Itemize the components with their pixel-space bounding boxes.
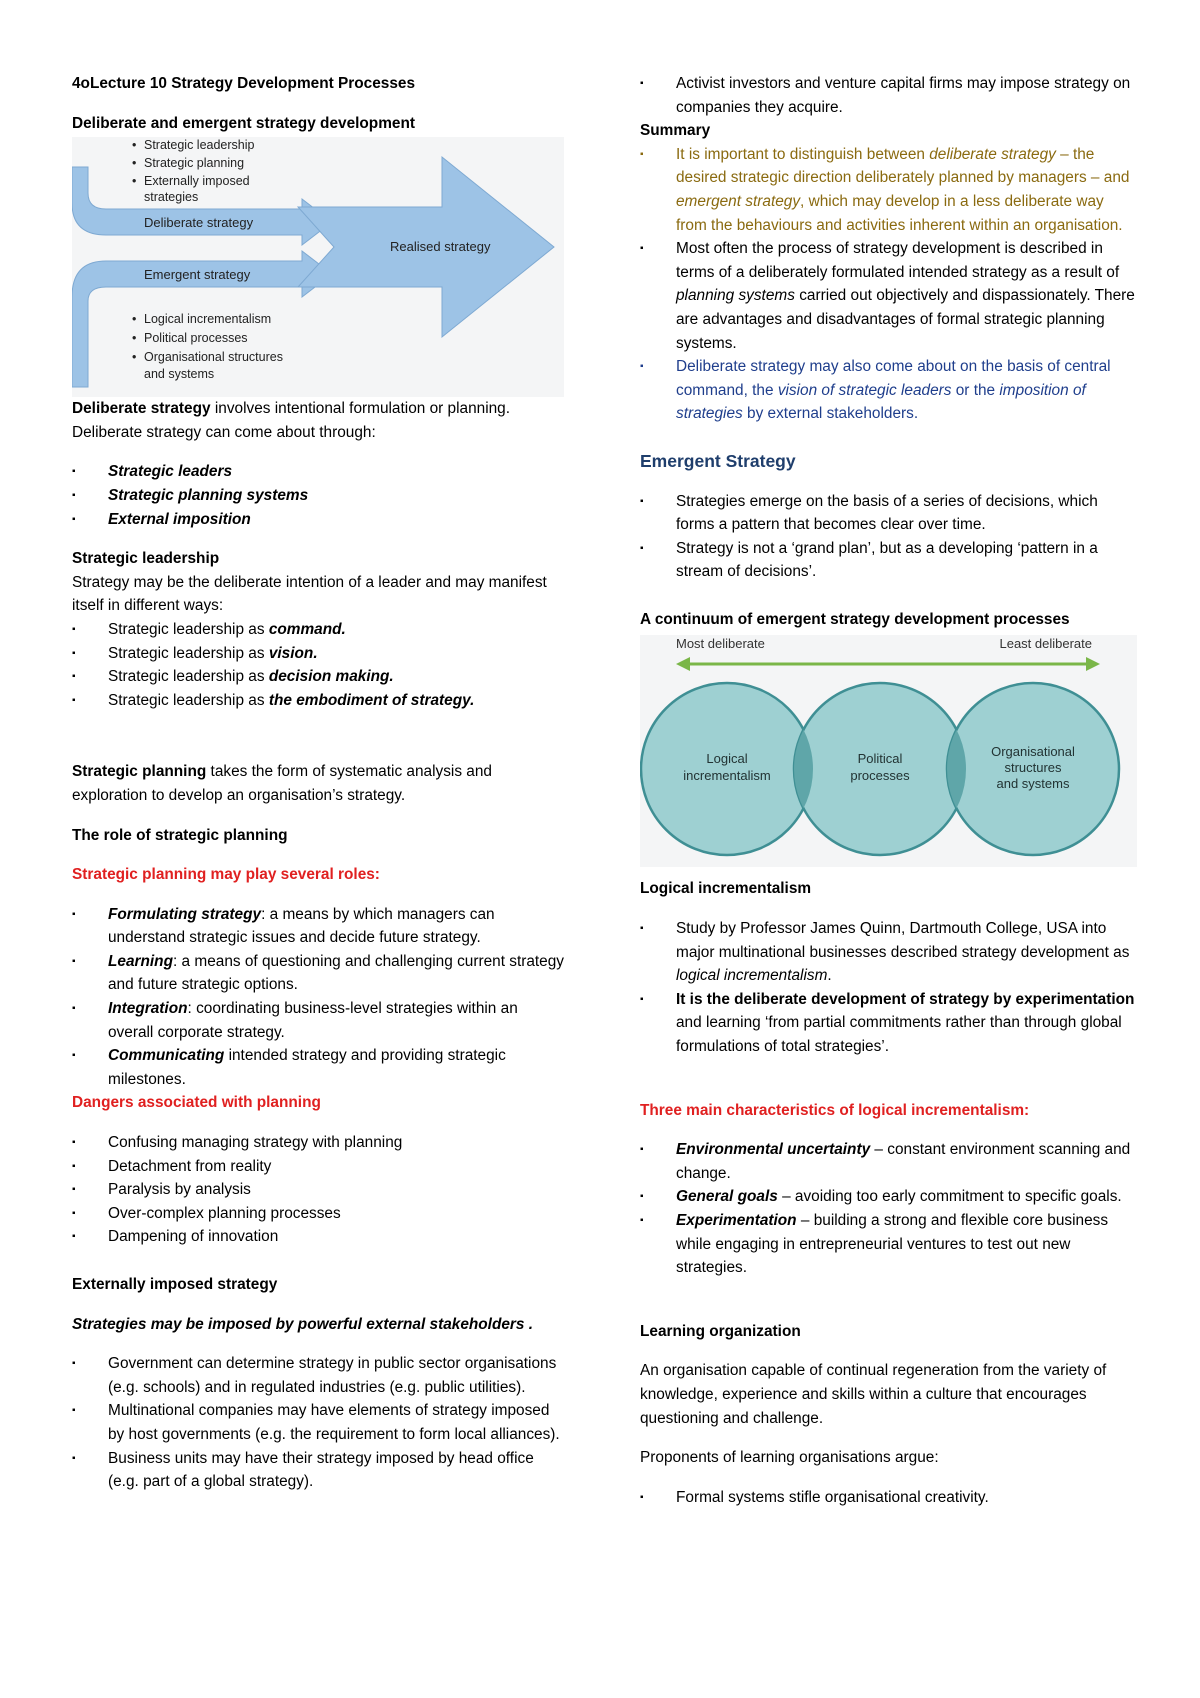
list-item: ▪ Strategic leadership as command. (72, 618, 564, 642)
list-item: ▪ Over-complex planning processes (72, 1202, 564, 1226)
list-item: ▪ Experimentation – building a strong and flexible core business while engaging in entrepreneurial ventures to test out new strategies. (640, 1209, 1137, 1280)
list-item: ▪ Strategic leadership as vision. (72, 642, 564, 666)
top-item: Externally imposed (144, 174, 250, 189)
emergent-list (640, 490, 1137, 584)
list-item: ▪ Deliberate strategy may also come about on the basis of central command, the vision of strategic leaders or the imposition of strategies by external stakeholders. (640, 355, 1137, 426)
list-item: ▪ Paralysis by analysis (72, 1178, 564, 1202)
proponents-list (640, 1486, 1137, 1510)
leadership-list (72, 618, 564, 712)
deliberate-label: Deliberate strategy (144, 215, 254, 231)
organisational-label: Organisational (991, 744, 1075, 760)
document-title: 4oLecture 10 Strategy Development Processes (72, 75, 416, 92)
role-heading: The role of strategic planning (72, 826, 288, 844)
logical-label: incrementalism (683, 768, 771, 784)
external-subheading: Strategies may be imposed by powerful external stakeholders . (72, 1315, 534, 1333)
list-item: ▪ Activist investors and venture capital firms may impose strategy on companies they acquire. (640, 72, 1137, 119)
deliberate-emergent-diagram (72, 137, 564, 397)
external-list (72, 1352, 564, 1494)
list-item: ▪ Study by Professor James Quinn, Dartmouth College, USA into major multinational businesses described strategy development as logical incrementalism. (640, 917, 1137, 988)
list-item: ▪ It is important to distinguish between deliberate strategy – the desired strategic direction deliberately planned by managers – and emergent strategy, which may develop in a less deliberate way from the behaviours and activities inherent within an organisation. (640, 143, 1137, 237)
political-label: processes (850, 768, 910, 784)
logical-label: Logical (706, 751, 748, 767)
list-item: ▪ Business units may have their strategy imposed by head office (e.g. part of a global strategy). (72, 1447, 564, 1494)
list-item: ▪ General goals – avoiding too early commitment to specific goals. (640, 1185, 1137, 1209)
continuum-diagram (640, 635, 1137, 867)
list-item: ▪ Communicating intended strategy and providing strategic milestones. (72, 1044, 564, 1091)
list-item: ▪ Most often the process of strategy development is described in terms of a deliberately formulated intended strategy as a result of planning systems carried out objectively and dispassionately. There are advantages and disadvantages of formal strategic planning systems. (640, 237, 1137, 355)
characteristics-list (640, 1138, 1137, 1280)
list-item: ▪ Formal systems stifle organisational creativity. (640, 1486, 1137, 1510)
list-item: ▪ Strategic leadership as the embodiment of strategy. (72, 689, 564, 713)
top-item: Strategic planning (144, 156, 245, 171)
svg-text:•: • (132, 156, 137, 171)
svg-text:•: • (132, 138, 137, 153)
political-label: Political (857, 751, 903, 767)
svg-text:•: • (132, 350, 137, 365)
bottom-item: Logical incrementalism (144, 312, 272, 327)
dangers-list (72, 1131, 564, 1249)
most-deliberate-label: Most deliberate (676, 636, 765, 652)
list-item: ▪ Integration: coordinating business-level strategies within an overall corporate strategy. (72, 997, 564, 1044)
characteristics-heading: Three main characteristics of logical incrementalism: (640, 1101, 1030, 1119)
learning-heading: Learning organization (640, 1322, 801, 1340)
list-item: ▪ Government can determine strategy in public sector organisations (e.g. schools) and in regulated industries (e.g. public utilities). (72, 1352, 564, 1399)
summary-heading: Summary (640, 122, 711, 140)
external-list-continued (640, 72, 1137, 119)
list-item: ▪ Detachment from reality (72, 1155, 564, 1179)
realised-label: Realised strategy (390, 239, 491, 255)
left-column (72, 72, 564, 1494)
least-deliberate-label: Least deliberate (999, 636, 1092, 652)
list-item: ▪ External imposition (72, 508, 564, 532)
list-item: ▪ Strategic planning systems (72, 484, 564, 508)
logical-heading: Logical incrementalism (640, 880, 812, 898)
list-item: ▪ Multinational companies may have elements of strategy imposed by host governments (e.g. the requirement to form local alliances). (72, 1399, 564, 1446)
top-item: strategies (144, 190, 199, 205)
bottom-item: Political processes (144, 331, 248, 346)
list-item: ▪ Strategies emerge on the basis of a series of decisions, which forms a pattern that becomes clear over time. (640, 490, 1137, 537)
list-item: ▪ Strategic leadership as decision making. (72, 665, 564, 689)
deliberate-emergent-heading: Deliberate and emergent strategy development (72, 114, 415, 132)
logical-list (640, 917, 1137, 1059)
top-item: Strategic leadership (144, 138, 255, 153)
svg-text:•: • (132, 174, 137, 189)
svg-text:•: • (132, 331, 137, 346)
deliberate-list (72, 460, 564, 531)
summary-list (640, 143, 1137, 426)
organisational-label: and systems (996, 776, 1070, 792)
list-item: ▪ Formulating strategy: a means by which managers can understand strategic issues and decide future strategy. (72, 903, 564, 950)
right-column (640, 72, 1137, 1509)
deliberate-definition: Deliberate strategy involves intentional formulation or planning. Deliberate strategy can come about through: (72, 400, 511, 441)
organisational-label: structures (1004, 760, 1062, 776)
list-item: ▪ Dampening of innovation (72, 1225, 564, 1249)
list-item: ▪ It is the deliberate development of strategy by experimentation and learning ‘from partial commitments rather than through global formulations of total strategies’. (640, 988, 1137, 1059)
svg-text:•: • (132, 312, 137, 327)
learning-definition: An organisation capable of continual regeneration from the variety of knowledge, experience and skills within a culture that encourages questioning and challenge. (640, 1362, 1107, 1427)
proponents-intro: Proponents of learning organisations argue: (640, 1449, 939, 1467)
external-heading: Externally imposed strategy (72, 1276, 278, 1293)
list-item: ▪ Confusing managing strategy with planning (72, 1131, 564, 1155)
dangers-heading: Dangers associated with planning (72, 1094, 321, 1112)
list-item: ▪ Strategy is not a ‘grand plan’, but as a developing ‘pattern in a stream of decisions’. (640, 537, 1137, 584)
list-item: ▪ Learning: a means of questioning and challenging current strategy and future strategic options. (72, 950, 564, 997)
roles-heading: Strategic planning may play several roles: (72, 866, 380, 884)
continuum-heading: A continuum of emergent strategy development processes (640, 610, 1070, 628)
leadership-heading: Strategic leadership (72, 550, 220, 568)
roles-list (72, 903, 564, 1092)
list-item: ▪ Strategic leaders (72, 460, 564, 484)
planning-definition: Strategic planning takes the form of systematic analysis and exploration to develop an organisation’s strategy. (72, 763, 492, 804)
leadership-intro: Strategy may be the deliberate intention of a leader and may manifest itself in different ways: (72, 573, 547, 615)
bottom-item: and systems (144, 367, 215, 382)
emergent-label: Emergent strategy (144, 267, 251, 283)
emergent-heading: Emergent Strategy (640, 450, 796, 471)
list-item: ▪ Environmental uncertainty – constant environment scanning and change. (640, 1138, 1137, 1185)
bottom-item: Organisational structures (144, 350, 283, 365)
